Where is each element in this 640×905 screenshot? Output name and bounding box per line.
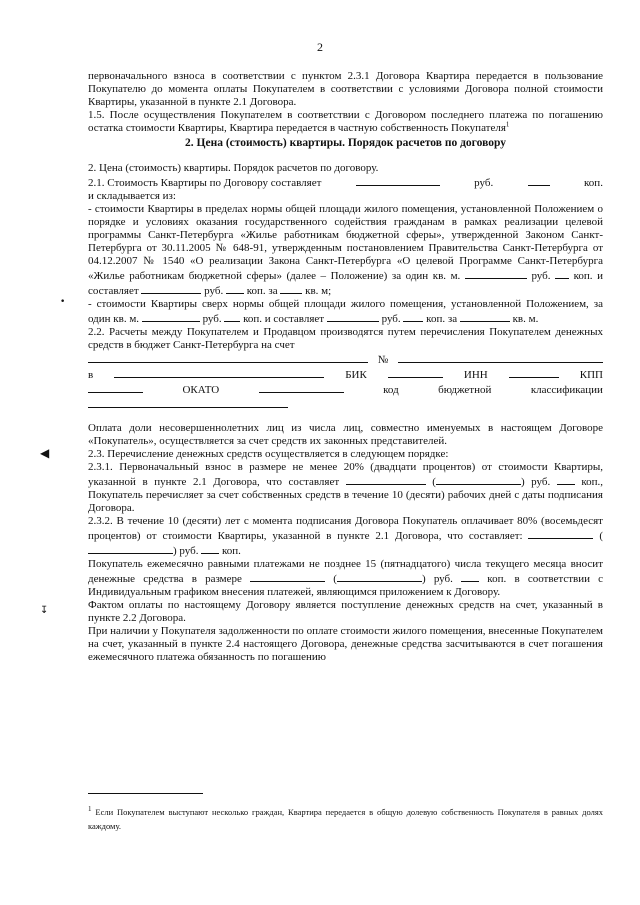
page-number: 2	[317, 40, 323, 54]
section-heading: 2. Цена (стоимость) квартиры. Порядок расчетов по договору	[185, 137, 506, 149]
footnote-divider	[88, 793, 203, 794]
classification-blank-line	[88, 397, 603, 412]
paragraph-2-3: 2.3. Перечисление денежных средств осуществляется в следующем порядке:	[88, 448, 449, 460]
paragraph-debt: При наличии у Покупателя задолженности по оплате стоимости жилого помещения, внесенные Покупателем на счет, указанный в пункте 2.4 настоящего Договора, денежные средства засчитываются в счет погашения ежемесячного платежа обязанность по погашению	[88, 625, 603, 663]
paragraph-2-3-2: 2.3.2. В течение 10 (десяти) лет с момента подписания Договора Покупатель оплачивает 80% (восемьдесят процентов) от стоимости Квартиры, указанной в пункте 2.1 Договора, что составляет: () руб. коп.	[88, 515, 604, 557]
paragraph-1-5: 1.5. После осуществления Покупателем в соответствии с Договором последнего платежа по погашению остатка стоимости Квартиры, Квартира передается в частную собственность Покупателя$^1$	[88, 109, 603, 134]
paragraph-monthly: Покупатель ежемесячно равными платежами не позднее 15 (пятнадцатого) числа текущего месяца вносит денежные средства в размере ( ) руб. коп. в соответствии с Индивидуальным графиком внесения платежей, являющимся приложением к Договору.	[88, 558, 604, 598]
paragraph-norm: - стоимости Квартиры в пределах нормы общей площади жилого помещения, установленной Положением о порядке и условиях оказания государственного содействия гражданам в рамках реализации целевой программы Санкт-Петербурга «Жилье работникам бюджетной сферы», утвержденной Законом Санкт-Петербурга от 30.11.2005 № 648-91, утвержденным постановлением Правительства Санкт-Петербурга от 04.12.2007 № 1540 «О реализации Закона Санкт-Петербурга «О целевой Программе Санкт-Петербурга «Жилье работникам бюджетной сферы» (далее – Положение) за один кв. м. руб. коп. и составляет руб. коп. за кв. м;	[88, 203, 603, 297]
footnote: $^1$ Если Покупателем выступают несколько граждан, Квартира передается в общую долевую собственность Покупателя в равных долях каждому.	[88, 805, 604, 831]
paragraph-over: - стоимости Квартиры сверх нормы общей площади жилого помещения, установленной Положением, за один кв. м. руб. коп. и составляет руб. коп. за кв. м.	[88, 298, 603, 325]
price-kop-blank	[528, 175, 550, 186]
bank-line: в БИК ИНН КПП	[88, 369, 603, 381]
paragraph-continuation: первоначального взноса в соответствии с пунктом 2.3.1 Договора Квартира передается в пользование Покупателю до момента оплаты Покупателем в соответствии с условиями Договора полной стоимости Квартиры, указанной в пункте 2.1 Договора.	[88, 70, 603, 108]
okato-line: ОКАТО код бюджетной классификации	[88, 382, 603, 397]
paragraph-2-2: 2.2. Расчеты между Покупателем и Продавцом производятся путем перечисления Покупателем денежных средств в бюджет Санкт-Петербурга на счет	[88, 326, 603, 351]
paragraph-2-3-1: 2.3.1. Первоначальный взнос в размере не менее 20% (двадцати процентов) от стоимости Квартиры, указанной в пункте 2.1 Договора, что составляет ( ) руб. коп., Покупатель перечисляет за счет собственных средств в течение 10 (десяти) рабочих дней с даты подписания Договора.	[88, 461, 603, 514]
paragraph-2: 2. Цена (стоимость) квартиры. Порядок расчетов по договору.	[88, 162, 379, 174]
document-body	[88, 70, 603, 664]
scan-mark-icon: •	[60, 297, 66, 307]
account-line: №	[88, 352, 603, 367]
paragraph-2-1: 2.1. Стоимость Квартиры по Договору составляет руб. коп.	[88, 177, 603, 189]
paragraph-minors: Оплата доли несовершеннолетних лиц из числа лиц, совместно именуемых в настоящем Договоре «Покупатель», осуществляется за счет средств их законных представителей.	[88, 422, 603, 447]
scan-tick-icon: ↧	[40, 605, 49, 616]
price-rub-blank	[356, 175, 440, 186]
paragraph-fact: Фактом оплаты по настоящему Договору является поступление денежных средств на счет, указанный в пункте 2.2 Договора.	[88, 599, 603, 624]
footnote-ref: 1	[505, 120, 510, 129]
scan-arrow-icon: ◀	[40, 446, 50, 460]
paragraph-2-1-b: и складывается из:	[88, 190, 176, 202]
